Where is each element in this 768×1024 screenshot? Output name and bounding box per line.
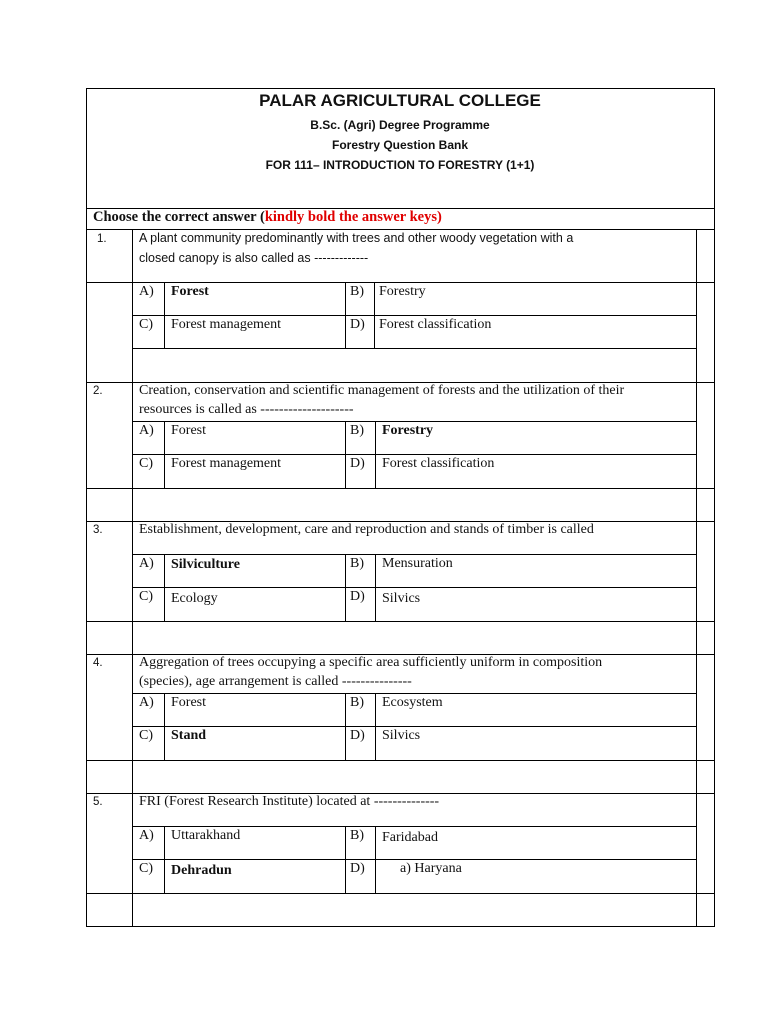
q3-number: 3.: [93, 524, 103, 536]
q4-col-c: [375, 693, 376, 760]
q3-option-b-text[interactable]: Mensuration: [382, 556, 453, 571]
q2-number: 2.: [93, 385, 103, 397]
q1-number: 1.: [97, 233, 107, 245]
course-title: FOR 111– INTRODUCTION TO FORESTRY (1+1): [265, 158, 535, 172]
q5-col-b: [345, 826, 346, 893]
q2-options-bottom: [86, 488, 715, 489]
q4-options-bottom: [86, 760, 715, 761]
q1-line-1: A plant community predominantly with trees and other woody vegetation with a: [139, 231, 574, 245]
q4-line-2: (species), age arrangement is called ---------------: [139, 674, 412, 689]
q5-col-c: [375, 826, 376, 893]
q4-line-1: Aggregation of trees occupying a specific area sufficiently uniform in composition: [139, 655, 603, 670]
q1-option-c-letter: C): [139, 317, 153, 332]
number-column-divider: [132, 349, 133, 927]
q2-options-top: [132, 421, 697, 422]
q2-line-2: resources is called as --------------------: [139, 402, 354, 417]
q3-col-a: [164, 554, 165, 621]
q5-options-mid: [132, 859, 697, 860]
q3-option-b-letter: B): [350, 556, 364, 571]
q3-line-1: Establishment, development, care and reproduction and stands of timber is called: [139, 522, 594, 537]
q2-option-d-letter: D): [350, 456, 365, 471]
q4-option-c-text[interactable]: Stand: [171, 728, 207, 743]
q5-options-bottom: [86, 893, 715, 894]
q5-option-a-text[interactable]: Uttarakhand: [171, 828, 241, 843]
q1-option-d-letter: D): [350, 317, 365, 332]
q1-option-d-text[interactable]: Forest classification: [379, 317, 492, 332]
q4-option-c-letter: C): [139, 728, 153, 743]
q5-option-a-letter: A): [139, 828, 154, 843]
q2-col-a: [164, 421, 165, 488]
q5-option-d-letter: D): [350, 861, 365, 876]
q3-col-b: [345, 554, 346, 621]
programme-title: B.Sc. (Agri) Degree Programme: [310, 118, 490, 132]
q2-option-c-text[interactable]: Forest management: [171, 456, 282, 471]
q2-line-1: Creation, conservation and scientific management of forests and the utilization of their: [139, 383, 625, 398]
q1-option-c-text[interactable]: Forest management: [171, 317, 282, 332]
q2-options-mid: [132, 454, 697, 455]
q4-option-b-text[interactable]: Ecosystem: [382, 695, 443, 710]
q2-option-b-text[interactable]: Forestry: [382, 423, 434, 438]
q2-col-c: [375, 421, 376, 488]
q5-option-d-text[interactable]: a) Haryana: [400, 861, 462, 876]
q5-line-1: FRI (Forest Research Institute) located at --------------: [139, 794, 440, 809]
q5-option-c-letter: C): [139, 861, 153, 876]
q2-col-b: [345, 421, 346, 488]
college-title: PALAR AGRICULTURAL COLLEGE: [259, 91, 541, 110]
q5-option-c-text[interactable]: Dehradun: [171, 863, 232, 878]
instruction-highlight: kindly bold the answer keys): [264, 209, 442, 225]
q2-option-a-text[interactable]: Forest: [171, 423, 206, 438]
q3-options-bottom: [86, 621, 715, 622]
q5-option-b-text[interactable]: Faridabad: [382, 830, 438, 845]
q4-option-a-text[interactable]: Forest: [171, 695, 206, 710]
q3-option-c-text[interactable]: Ecology: [171, 591, 218, 606]
q1-option-a-letter: A): [139, 284, 154, 299]
q1-stem-right: [696, 229, 697, 283]
q1-option-b-text[interactable]: Forestry: [379, 284, 426, 299]
q4-options-top: [132, 693, 697, 694]
q5-col-a: [164, 826, 165, 893]
q3-option-a-letter: A): [139, 556, 154, 571]
q1-col-c: [374, 282, 375, 349]
q4-option-d-letter: D): [350, 728, 365, 743]
q2-option-a-letter: A): [139, 423, 154, 438]
margin-column-divider: [696, 282, 697, 927]
q4-option-a-letter: A): [139, 695, 154, 710]
q5-option-b-letter: B): [350, 828, 364, 843]
q2-option-b-letter: B): [350, 423, 364, 438]
instruction-text: [93, 209, 442, 226]
q1-col-a: [164, 282, 165, 349]
q3-option-a-answer[interactable]: Silviculture: [171, 557, 240, 572]
q3-option-d-letter: D): [350, 589, 365, 604]
q1-option-a-text[interactable]: Forest: [171, 284, 209, 299]
q2-option-d-text[interactable]: Forest classification: [382, 456, 495, 471]
q1-option-b-letter: B): [350, 284, 364, 299]
q4-options-mid: [132, 726, 697, 727]
q4-col-b: [345, 693, 346, 760]
q1-col-b: [345, 282, 346, 349]
q4-option-b-letter: B): [350, 695, 364, 710]
q3-options-mid: [132, 587, 697, 588]
q1-number-divider: [132, 229, 133, 283]
q1-options-mid: [132, 315, 697, 316]
q5-options-top: [132, 826, 697, 827]
q4-col-a: [164, 693, 165, 760]
q3-option-c-letter: C): [139, 589, 153, 604]
q3-option-d-text[interactable]: Silvics: [382, 591, 421, 606]
q3-options-top: [132, 554, 697, 555]
q2-option-c-letter: C): [139, 456, 153, 471]
q5-number: 5.: [93, 796, 103, 808]
q4-option-d-text[interactable]: Silvics: [382, 728, 421, 743]
instruction-label: Choose the correct answer (: [93, 209, 265, 225]
question-bank-title: Forestry Question Bank: [331, 138, 469, 152]
q1-line-2: closed canopy is also called as -------------: [139, 251, 369, 265]
q4-number: 4.: [93, 657, 103, 669]
q3-col-c: [375, 554, 376, 621]
